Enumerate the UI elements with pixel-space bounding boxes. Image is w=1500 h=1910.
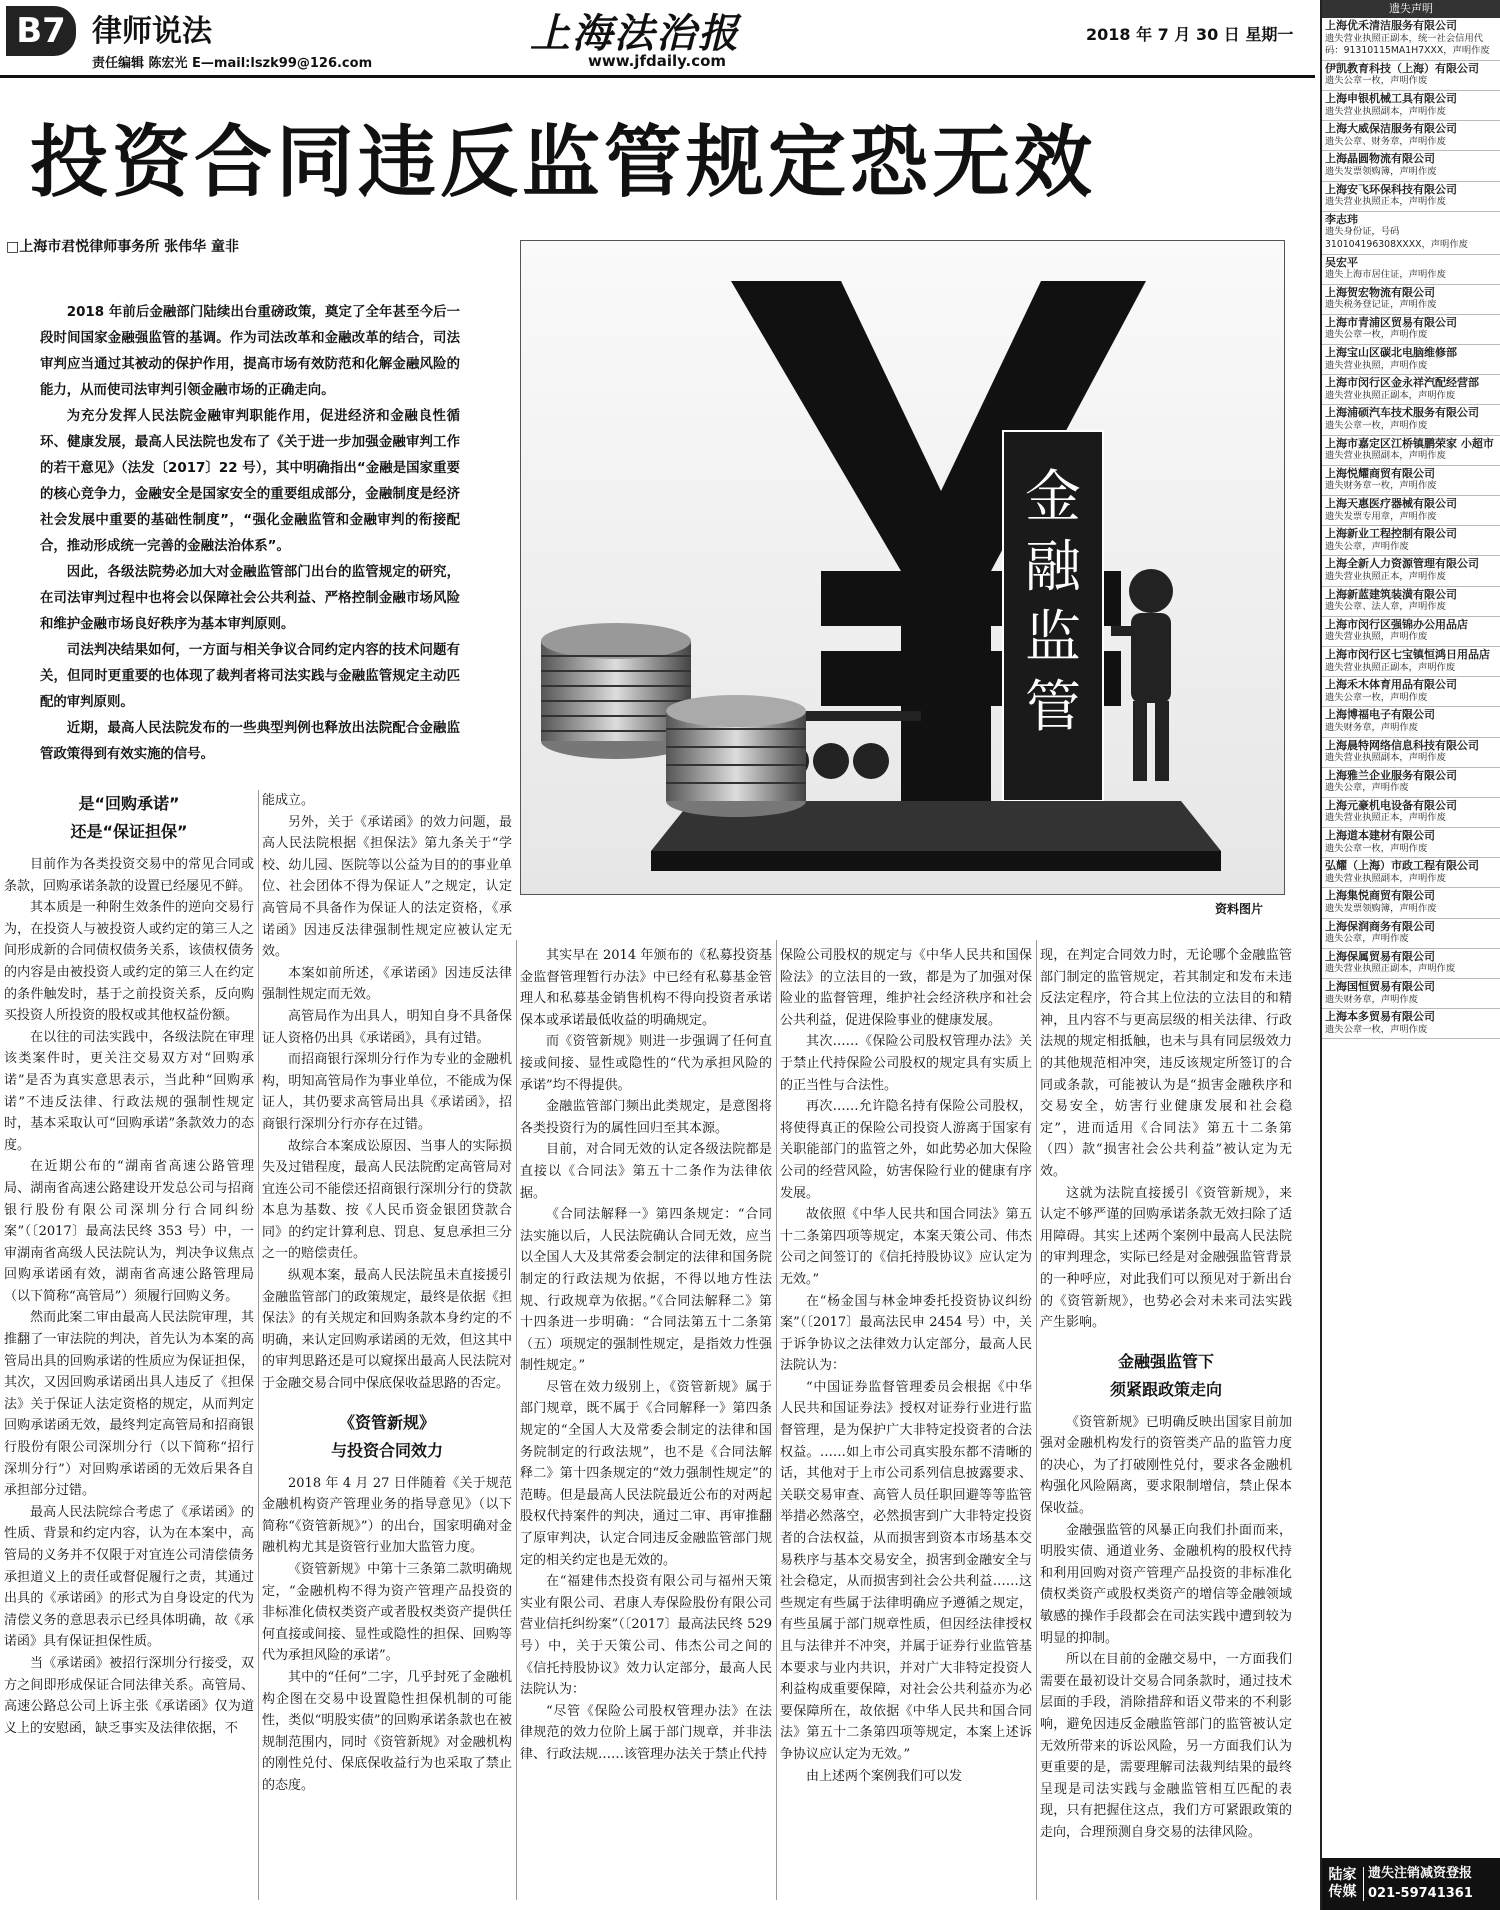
article-column-1 — [4, 790, 254, 1739]
notice-title: 上海雅兰企业服务有限公司 — [1325, 768, 1457, 782]
notice-title: 上海大威保洁服务有限公司 — [1325, 122, 1457, 136]
notice-item — [1322, 375, 1500, 405]
body-paragraph: 另外，关于《承诺函》的效力问题，最高人民法院根据《担保法》第九条关于“学校、幼儿园、医院等以公益为目的的事业单位、社会团体不得为保证人”之规定，认定高管局不具备作为保证人的法定资格，《承诺函》因违反法律强制性规定应被认定无效。 — [262, 814, 512, 960]
notice-title: 上海市闵行区七宝镇恒鸿日用品店 — [1325, 647, 1490, 661]
page-header — [0, 0, 1315, 78]
body-paragraph: 最高人民法院综合考虑了《承诺函》的性质、背景和约定内容，认为在本案中，高管局的义务并不仅限于对宜连公司清偿债务承担道义上的责任或督促履行之责，其通过出具的《承诺函》的形式为自身设定的代为清偿义务的意思表示已经具体明确，故《承诺函》具有保证担保性质。 — [4, 1504, 254, 1650]
notice-item — [1322, 617, 1500, 647]
section-title: 律师说法 — [92, 14, 212, 49]
body-paragraph: 其中的“任何”二字，几乎封死了金融机构企图在交易中设置隐性担保机制的可能性，类似“明股实债”的回购承诺条款也在被规制范围内，同时《资管新规》对金融机构的刚性兑付、保底保收益行为也采取了禁止的态度。 — [262, 1669, 512, 1793]
sign-char: 融 — [1025, 535, 1081, 600]
notice-title: 上海浦硕汽车技术服务有限公司 — [1325, 406, 1479, 420]
notice-text: 遗失营业执照正副本，统一社会信用代码：91310115MA1H7XXX，声明作废 — [1325, 32, 1490, 57]
notice-title: 上海市闵行区强锦办公用品店 — [1325, 617, 1468, 631]
notice-item — [1322, 1009, 1500, 1039]
sign-char: 监 — [1025, 605, 1081, 670]
notice-item — [1322, 151, 1500, 181]
notice-item — [1322, 18, 1500, 61]
notice-text: 遗失发票专用章，声明作废 — [1325, 510, 1437, 522]
notice-item — [1322, 828, 1500, 858]
column-divider — [516, 940, 517, 1900]
notice-item — [1322, 587, 1500, 617]
body-paragraph: 2018 年 4 月 27 日伴随着《关于规范金融机构资产管理业务的指导意见》（以下简称“《资管新规》”）的出台，国家明确对金融机构尤其是资管行业加大监管力度。 — [262, 1475, 512, 1556]
article-lead — [40, 300, 460, 768]
notice-text: 遗失公章一枚，声明作废 — [1325, 329, 1428, 341]
body-paragraph: 本案如前所述，《承诺函》因违反法律强制性规定而无效。 — [262, 965, 512, 1003]
photo-caption: 资料图片 — [1215, 902, 1264, 916]
body-paragraph: 这就为法院直接援引《资管新规》，来认定不够严谨的回购承诺条款无效扫除了适用障碍。其实上述两个案例中最高人民法院的审判理念，实际已经是对金融强监管背景的一种呼应，对此我们可以预见对于新出台的《资管新规》，也势必会对未来司法实践产生影响。 — [1040, 1185, 1292, 1331]
notice-item — [1322, 677, 1500, 707]
body-paragraph: 目前，对合同无效的认定各级法院都是直接以《合同法》第五十二条作为法律依据。 — [520, 1142, 772, 1201]
notice-title: 上海安飞环保科技有限公司 — [1325, 182, 1457, 196]
body-paragraph: 《资管新规》中第十三条第二款明确规定，“金融机构不得为资产管理产品投资的非标准化债权类资产或者股权类资产提供任何直接或间接、显性或隐性的担保、回购等代为承担风险的承诺”。 — [262, 1562, 512, 1664]
notice-item — [1322, 466, 1500, 496]
notice-item — [1322, 888, 1500, 918]
notice-text: 遗失营业执照正副本，声明作废 — [1325, 661, 1456, 673]
notice-item — [1322, 255, 1500, 285]
notice-text: 遗失财务章一枚，声明作废 — [1325, 480, 1437, 492]
notice-title: 上海博福电子有限公司 — [1325, 708, 1435, 722]
notice-title: 上海晶圆物流有限公司 — [1325, 152, 1435, 166]
body-paragraph: 现，在判定合同效力时，无论哪个金融监管部门制定的监管规定，若其制定和发布未违反法定程序，符合其上位法的立法目的和精神，且内容不与更高层级的相关法律、行政法规的规定相抵触，也未与具有同层级效力的其他规范相冲突，违反该规定所签订的合同或条款，可能被认为是“损害金融秩序和交易安全，妨害行业健康发展和社会稳定”，进而适用《合同法》第五十二条第（四）款“损害社会公共利益”被认定为无效。 — [1040, 948, 1292, 1179]
notice-text: 遗失公章，声明作废 — [1325, 540, 1409, 552]
notice-title: 上海贺宏物流有限公司 — [1325, 285, 1435, 299]
notice-text: 遗失公章一枚，声明作废 — [1325, 420, 1428, 432]
notice-title: 上海集悦商贸有限公司 — [1325, 889, 1435, 903]
ad-phone: 021-59741361 — [1368, 1886, 1473, 1901]
notice-text: 遗失营业执照正副本，声明作废 — [1325, 389, 1456, 401]
notice-title: 上海优禾清洁服务有限公司 — [1325, 19, 1457, 32]
editor-line: 责任编辑 陈宏光 E—mail:lszk99@126.com — [92, 56, 373, 71]
notice-text: 遗失发票领购簿，声明作废 — [1325, 165, 1437, 177]
notice-text: 遗失公章，声明作废 — [1325, 782, 1409, 794]
notice-item — [1322, 436, 1500, 466]
issue-date: 2018 年 7 月 30 日 星期一 — [1086, 25, 1294, 44]
notice-item — [1322, 285, 1500, 315]
website-url: www.jfdaily.com — [588, 52, 727, 70]
notice-title: 上海新蓝建筑装潢有限公司 — [1325, 587, 1457, 601]
notice-title: 上海申银机械工具有限公司 — [1325, 91, 1457, 105]
notice-title: 上海国恒贸易有限公司 — [1325, 980, 1435, 993]
notice-title: 上海全新人力资源管理有限公司 — [1325, 557, 1479, 571]
notice-title: 上海市闵行区金永祥汽配经营部 — [1325, 376, 1479, 390]
subheading: 须紧跟政策走向 — [1109, 1379, 1222, 1399]
body-paragraph: 金融强监管的风暴正向我们扑面而来，明股实债、通道业务、金融机构的股权代持和利用回购对资产管理产品投资的非标准化债权类资产或股权类资产的增信等金融领域敏感的操作手段都会在司法实践中遭到较为明显的抑制。 — [1040, 1522, 1292, 1646]
notice-item — [1322, 121, 1500, 151]
yuan-sign-illustration — [521, 241, 1285, 895]
body-paragraph: 《合同法解释一》第四条规定：“合同法实施以后，人民法院确认合同无效，应当以全国人大及其常委会制定的法律和国务院制定的行政法规为依据，不得以地方性法规、行政规章为依据。”《合同法解释二》第十四条进一步明确：“合同法第五十二条第（五）项规定的强制性规定，是指效力性强制性规定。” — [520, 1207, 772, 1374]
notice-text: 遗失营业执照正副本，声明作废 — [1325, 963, 1456, 975]
notice-text: 遗失营业执照正本，声明作废 — [1325, 812, 1446, 824]
notice-text: 遗失公章一枚，声明作废 — [1325, 1023, 1428, 1035]
notice-title: 伊凯教育科技（上海）有限公司 — [1325, 61, 1479, 75]
subheading: 还是“保证担保” — [70, 822, 188, 841]
lead-paragraph: 因此，各级法院势必加大对金融监管部门出台的监管规定的研究，在司法审判过程中也将会以保障社会公共利益、严格控制金融市场风险和维护金融市场良好秩序为基本审判原则。 — [40, 565, 460, 632]
body-paragraph: 金融监管部门频出此类规定，是意图将各类投资行为的属性回归至其本源。 — [520, 1099, 772, 1136]
notice-item — [1322, 405, 1500, 435]
notice-text: 遗失财务章，声明作废 — [1325, 993, 1418, 1005]
notice-item — [1322, 91, 1500, 121]
notice-text: 遗失营业执照，声明作废 — [1325, 631, 1428, 643]
body-paragraph: 保险公司股权的规定与《中华人民共和国保险法》的立法目的一致，都是为了加强对保险业的监督管理，维护社会经济秩序和社会公共利益，促进保险事业的健康发展。 — [780, 948, 1032, 1028]
article-column-2 — [262, 790, 512, 1797]
notice-text: 遗失公章一枚，声明作废 — [1325, 842, 1428, 854]
notice-text: 遗失公章、法人章，声明作废 — [1325, 601, 1446, 613]
sign-char: 管 — [1025, 675, 1081, 740]
notice-title: 李志玮 — [1325, 212, 1358, 226]
lead-paragraph: 司法判决结果如何，一方面与相关争议合同约定内容的技术问题有关，但同时更重要的也体现了裁判者将司法实践与金融监管规定主动匹配的审判原则。 — [40, 643, 460, 710]
body-paragraph: 高管局作为出具人，明知自身不具备保证人资格仍出具《承诺函》，具有过错。 — [262, 1008, 512, 1046]
notice-list — [1322, 18, 1500, 1039]
column-divider — [1036, 940, 1037, 1900]
notice-text: 遗失公章一枚，声明作废 — [1325, 691, 1428, 703]
notice-title: 上海悦耀商贸有限公司 — [1325, 466, 1435, 480]
subheading: 与投资合同效力 — [330, 1440, 443, 1460]
article-photo — [520, 240, 1285, 895]
notices-footer-ad — [1322, 1858, 1500, 1910]
body-paragraph: 目前作为各类投资交易中的常见合同或条款，回购承诺条款的设置已经屡见不鲜。 — [4, 857, 254, 894]
subheading: 是“回购承诺” — [78, 794, 180, 813]
ad-service: 遗失注销减资登报 — [1368, 1866, 1473, 1881]
body-paragraph: 所以在目前的金融交易中，一方面我们需要在最初设计交易合同条款时，通过技术层面的手段，消除措辞和语义带来的不利影响，避免因违反金融监管部门的监管被认定无效所带来的诉讼风险，另一方面我们认为更重要的是，需要理解司法裁判结果的最终呈现是司法实践与金融监管相互匹配的表现，只有把握住这点，我们方可紧跟政策的走向，合理预测自身交易的法律风险。 — [1040, 1652, 1292, 1840]
notice-item — [1322, 979, 1500, 1009]
notice-text: 遗失营业执照，声明作废 — [1325, 359, 1428, 371]
notice-title: 上海市嘉定区江桥镇鹏荣家 小超市 — [1325, 436, 1494, 450]
body-paragraph: 其实早在 2014 年颁布的《私募投资基金监督管理暂行办法》中已经有私募基金管理人和私募基金销售机构不得向投资者承诺保本或承诺最低收益的明确规定。 — [520, 948, 772, 1028]
notice-text: 遗失身份证，号码310104196308XXXX，声明作废 — [1325, 226, 1468, 250]
body-paragraph: 其本质是一种附生效条件的逆向交易行为，在投资人与被投资人或约定的第三人之间形成新的合同债权债务关系，该债权债务的内容是由被投资人或约定的第三人在约定的条件触发时，基于之前投资关系，反向购买投资人所投资的股权或其他权益份额。 — [4, 900, 254, 1024]
notice-title: 上海保属贸易有限公司 — [1325, 949, 1435, 963]
notice-text: 遗失财务章，声明作废 — [1325, 721, 1418, 733]
notice-title: 上海晨特网络信息科技有限公司 — [1325, 738, 1479, 752]
notice-text: 遗失公章、财务章，声明作废 — [1325, 135, 1446, 147]
subheading: 金融强监管下 — [1117, 1351, 1214, 1371]
ad-brand: 陆家传媒 — [1322, 1867, 1364, 1901]
article-column-3 — [520, 945, 772, 1766]
body-paragraph: 尽管在效力级别上，《资管新规》属于部门规章，既不属于《合同解释一》第四条规定的“全国人大及常委会制定的法律和国务院制定的行政法规”，也不是《合同法解释二》第十四条规定的“效力强制性规定”的范畴。但是最高人民法院最近公布的对两起股权代持案件的判决，通过二审、再审推翻了原审判决，认定合同违反金融监管部门规定的相关约定也是无效的。 — [520, 1379, 772, 1568]
column-divider — [258, 790, 259, 1900]
notice-title: 上海道本建材有限公司 — [1325, 829, 1435, 843]
notice-item — [1322, 61, 1500, 91]
body-paragraph: 在近期公布的“湖南省高速公路管理局、湖南省高速公路建设开发总公司与招商银行股份有限公司深圳分行合同纠纷案”（〔2017〕最高法民终 353 号）中，一审湖南省高级人民法院认为，判决争议焦点回购承诺函有效，湖南省高速公路管理局（以下简称“高管局”）须履行回购义务。 — [4, 1159, 254, 1304]
body-paragraph: 而招商银行深圳分行作为专业的金融机构，明知高管局作为事业单位，不能成为保证人，其仍要求高管局出具《承诺函》，招商银行深圳分行亦存在过错。 — [262, 1052, 512, 1132]
notice-item — [1322, 496, 1500, 526]
notice-title: 上海市青浦区贸易有限公司 — [1325, 315, 1457, 329]
article-column-5 — [1040, 945, 1292, 1844]
notice-text: 遗失上海市居住证，声明作废 — [1325, 269, 1446, 281]
body-paragraph: 《资管新规》已明确反映出国家目前加强对金融机构发行的资管类产品的监管力度的决心，为了打破刚性兑付，要求各金融机构强化风险隔离，要求限制增信，禁止保本保收益。 — [1040, 1414, 1292, 1517]
notice-text: 遗失公章一枚，声明作废 — [1325, 75, 1428, 87]
notice-text: 遗失税务登记证，声明作废 — [1325, 299, 1437, 311]
body-paragraph: 然而此案二审由最高人民法院审理，其推翻了一审法院的判决，首先认为本案的高管局出具的回购承诺的性质应为保证担保，其次，又因回购承诺函出具人违反了《担保法》关于保证人法定资格的规定，从而判定回购承诺函无效，最终判定高管局和招商银行股份有限公司深圳分行（以下简称“招行深圳分行”）对回购承诺函的无效后果各自承担部分过错。 — [4, 1310, 254, 1499]
notice-item — [1322, 919, 1500, 949]
body-paragraph: 其次……《保险公司股权管理办法》关于禁止代持保险公司股权的规定具有实质上的正当性与合法性。 — [780, 1034, 1032, 1093]
notice-item — [1322, 858, 1500, 888]
article-headline: 投资合同违反监管规定恐无效 — [30, 118, 1097, 208]
notice-item — [1322, 212, 1500, 255]
column-divider — [776, 940, 777, 1900]
notice-title: 上海保润商务有限公司 — [1325, 919, 1435, 933]
body-paragraph: 在“杨金国与林金坤委托投资协议纠纷案”（〔2017〕最高法民申 2454 号）中，关于诉争协议之法律效力认定部分，最高人民法院认为： — [780, 1293, 1032, 1374]
sign-char: 金 — [1025, 465, 1081, 530]
notice-item — [1322, 707, 1500, 737]
lead-paragraph: 为充分发挥人民法院金融审判职能作用，促进经济和金融良性循环、健康发展，最高人民法院也发布了《关于进一步加强金融审判工作的若干意见》（法发〔2017〕22 号），其中明确指出“金融是国家重要的核心竞争力，金融安全是国家安全的重要组成部分，金融制度是经济社会发展中重要的基础性制度”，“强化金融监管和金融审判的衔接配合，推动形成统一完善的金融法治体系”。 — [40, 409, 460, 554]
notice-text: 遗失营业执照正本，声明作废 — [1325, 570, 1446, 582]
notice-text: 遗失营业执照副本，声明作废 — [1325, 105, 1446, 117]
body-paragraph: “尽管《保险公司股权管理办法》在法律规范的效力位阶上属于部门规章，并非法律、行政法规……该管理办法关于禁止代持 — [520, 1703, 772, 1762]
body-paragraph: 故综合本案成讼原因、当事人的实际损失及过错程度，最高人民法院酌定高管局对宜连公司不能偿还招商银行深圳分行的贷款本息为基数、按《人民币资金银团贷款合同》的约定计算利息、罚息、复息承担三分之一的赔偿责任。 — [262, 1138, 512, 1262]
page-number-badge: B7 — [6, 6, 76, 56]
notice-text: 遗失发票领购簿，声明作废 — [1325, 903, 1437, 915]
notice-title: 吴宏平 — [1325, 255, 1358, 269]
notice-item — [1322, 949, 1500, 979]
lead-paragraph: 近期，最高人民法院发布的一些典型判例也释放出法院配合金融监管政策得到有效实施的信号。 — [40, 721, 460, 762]
ad-text — [1364, 1864, 1473, 1904]
notice-title: 弘耀（上海）市政工程有限公司 — [1325, 859, 1479, 873]
notice-text: 遗失营业执照副本，声明作废 — [1325, 752, 1446, 764]
subheading: 《资管新规》 — [338, 1412, 435, 1432]
classified-notices — [1320, 0, 1500, 1910]
notice-text: 遗失营业执照副本，声明作废 — [1325, 450, 1446, 462]
notice-title: 上海天惠医疗器械有限公司 — [1325, 497, 1457, 510]
body-paragraph: 由上述两个案例我们可以发 — [806, 1768, 963, 1784]
notice-title: 上海禾木体育用品有限公司 — [1325, 678, 1457, 692]
notice-item — [1322, 738, 1500, 768]
notice-item — [1322, 182, 1500, 212]
body-paragraph: 在以往的司法实践中，各级法院在审理该类案件时，更关注交易双方对“回购承诺”是否为真实意思表示，当此种“回购承诺”不违反法律、行政法规的强制性规定时，基本采取认可“回购承诺”条款效力的态度。 — [4, 1029, 254, 1153]
notice-item — [1322, 315, 1500, 345]
notices-header: 遗失声明 — [1322, 0, 1500, 18]
body-paragraph: 故依照《中华人民共和国合同法》第五十二条第四项等规定，本案天策公司、伟杰公司之间签订的《信托持股协议》应认定为无效。” — [780, 1207, 1032, 1287]
body-paragraph: 而《资管新规》则进一步强调了任何直接或间接、显性或隐性的“代为承担风险的承诺”均不得提供。 — [520, 1034, 772, 1093]
body-paragraph: 当《承诺函》被招行深圳分行接受，双方之间即形成保证合同法律关系。高管局、高速公路总公司上诉主张《承诺函》仅为道义上的安慰函，缺乏事实及法律依据，不 — [4, 1655, 254, 1736]
notice-title: 上海新业工程控制有限公司 — [1325, 527, 1457, 541]
notice-item — [1322, 345, 1500, 375]
body-paragraph: 再次……允许隐名持有保险公司股权，将使得真正的保险公司投资人游离于国家有关职能部门的监管之外，如此势必加大保险公司的经营风险，妨害保险行业的健康有序发展。 — [780, 1099, 1032, 1201]
notice-item — [1322, 556, 1500, 586]
lead-paragraph: 2018 年前后金融部门陆续出台重磅政策，奠定了全年甚至今后一段时间国家金融强监管的基调。作为司法改革和金融改革的结合，司法审判应当通过其被动的保护作用，提高市场有效防范和化解金融风险的能力，从而使司法审判引领金融市场的正确走向。 — [40, 305, 460, 398]
notice-text: 遗失公章，声明作废 — [1325, 933, 1409, 945]
article-column-4 — [780, 945, 1032, 1787]
notice-text: 遗失营业执照正本，声明作废 — [1325, 196, 1446, 208]
notice-item — [1322, 647, 1500, 677]
body-paragraph: 能成立。 — [262, 793, 315, 808]
notice-title: 上海元豪机电设备有限公司 — [1325, 798, 1457, 812]
body-paragraph: 在“福建伟杰投资有限公司与福州天策实业有限公司、君康人寿保险股份有限公司营业信托纠纷案”（〔2017〕最高法民终 529 号）中，关于天策公司、伟杰公司之间的《信托持股协议》效力认定部分，最高人民法院认为： — [520, 1574, 772, 1698]
body-paragraph: “中国证券监督管理委员会根据《中华人民共和国证券法》授权对证券行业进行监督管理，是为保护广大非特定投资者的合法权益。……如上市公司真实股东都不清晰的话，其他对于上市公司系列信息披露要求、关联交易审查、高管人员任职回避等等监管举措必然落空，必然损害到广大非特定投资者的合法权益，从而损害到资本市场基本交易秩序与基本交易安全，损害到金融安全与社会稳定，从而损害到社会公共利益……这些规定有些属于法律明确应予遵循之规定，有些虽属于部门规章性质，但因经法律授权且与法律并不冲突，并属于证券行业监管基本要求与业内共识，并对广大非特定投资人利益构成重要保障，对社会公共利益亦为必要保障所在，故依据《中华人民共和国合同法》第五十二条第四项等规定，本案上述诉争协议应认定为无效。” — [780, 1379, 1032, 1762]
article-byline: □上海市君悦律师事务所 张伟华 童非 — [6, 239, 239, 255]
notice-item — [1322, 526, 1500, 556]
notice-title: 上海宝山区碳北电脑维修部 — [1325, 346, 1457, 360]
body-paragraph: 纵观本案，最高人民法院虽未直接援引金融监管部门的政策规定，最终是依据《担保法》的有关规定和回购条款本身约定的不明确，来认定回购承诺函的无效，但这其中的审判思路还是可以窥探出最高人民法院对于金融交易合同中保底保收益思路的否定。 — [262, 1268, 512, 1392]
notice-item — [1322, 768, 1500, 798]
notice-title: 上海本多贸易有限公司 — [1325, 1010, 1435, 1024]
notice-item — [1322, 798, 1500, 828]
newspaper-masthead: 上海法治报 — [530, 10, 740, 57]
notice-text: 遗失营业执照副本，声明作废 — [1325, 872, 1446, 884]
